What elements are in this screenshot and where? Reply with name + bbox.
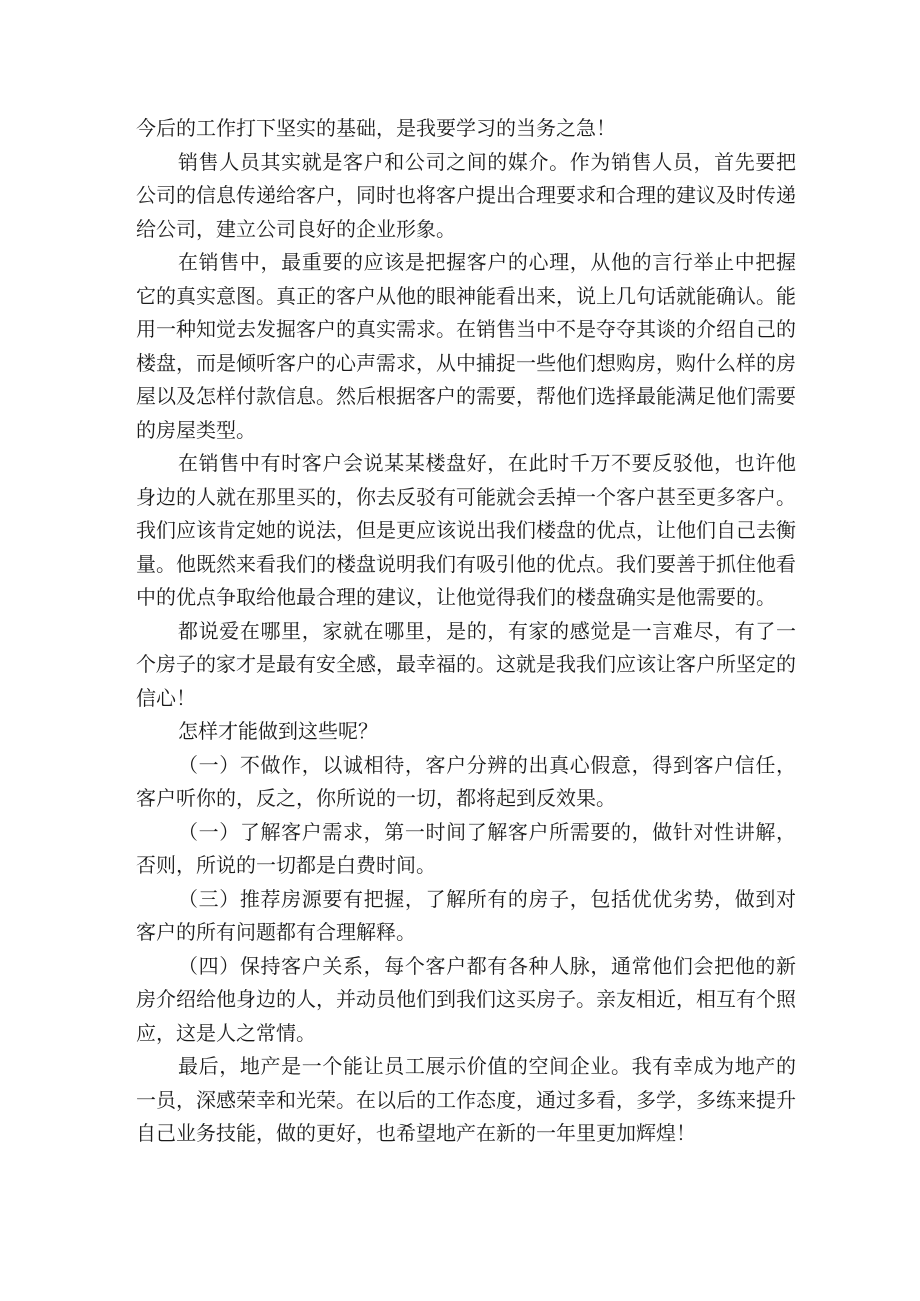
- paragraph-3: 在销售中，最重要的应该是把握客户的心理，从他的言行举止中把握它的真实意图。真正的客户从他的眼神能看出来，说上几句话就能确认。能用一种知觉去发掘客户的真实需求。在销售当中不是夺夺其谈的介绍自己的楼盘，而是倾听客户的心声需求，从中捕捉一些他们想购房，购什么样的房屋以及怎样付款信息。然后根据客户的需要，帮他们选择最能满足他们需要的房屋类型。: [136, 250, 796, 442]
- paragraph-7: （一）不做作，以诚相待，客户分辨的出真心假意，得到客户信任，客户听你的，反之，你所说的一切，都将起到反效果。: [136, 752, 796, 810]
- paragraph-8: （一）了解客户需求，第一时间了解客户所需要的，做针对性讲解，否则，所说的一切都是白费时间。: [136, 819, 796, 877]
- paragraph-10: （四）保持客户关系，每个客户都有各种人脉，通常他们会把他的新房介绍给他身边的人，并动员他们到我们这买房子。亲友相近，相互有个照应，这是人之常情。: [136, 953, 796, 1045]
- paragraph-6: 怎样才能做到这些呢？: [178, 719, 378, 743]
- paragraph-11: 最后，地产是一个能让员工展示价值的空间企业。我有幸成为地产的一员，深感荣幸和光荣。在以后的工作态度，通过多看，多学，多练来提升自己业务技能，做的更好，也希望地产在新的一年里更加辉煌！: [136, 1054, 796, 1145]
- paragraph-5: 都说爱在哪里，家就在哪里，是的，有家的感觉是一言难尽，有了一个房子的家才是最有安全感，最幸福的。这就是我我们应该让客户所坚定的信心！: [136, 618, 796, 710]
- paragraph-2: 销售人员其实就是客户和公司之间的媒介。作为销售人员，首先要把公司的信息传递给客户，同时也将客户提出合理要求和合理的建议及时传递给公司，建立公司良好的企业形象。: [136, 149, 796, 241]
- document-page: [136, 112, 796, 1151]
- paragraph-9: （三）推荐房源要有把握，了解所有的房子，包括优优劣势，做到对客户的所有问题都有合理解释。: [136, 886, 796, 944]
- paragraph-4: 在销售中有时客户会说某某楼盘好，在此时千万不要反驳他，也许他身边的人就在那里买的，你去反驳有可能就会丢掉一个客户甚至更多客户。我们应该肯定她的说法，但是更应该说出我们楼盘的优点，让他们自己去衡量。他既然来看我们的楼盘说明我们有吸引他的优点。我们要善于抓住他看中的优点争取给他最合理的建议，让他觉得我们的楼盘确实是他需要的。: [136, 451, 796, 609]
- paragraph-1: 今后的工作打下坚实的基础，是我要学习的当务之急！: [136, 116, 616, 140]
